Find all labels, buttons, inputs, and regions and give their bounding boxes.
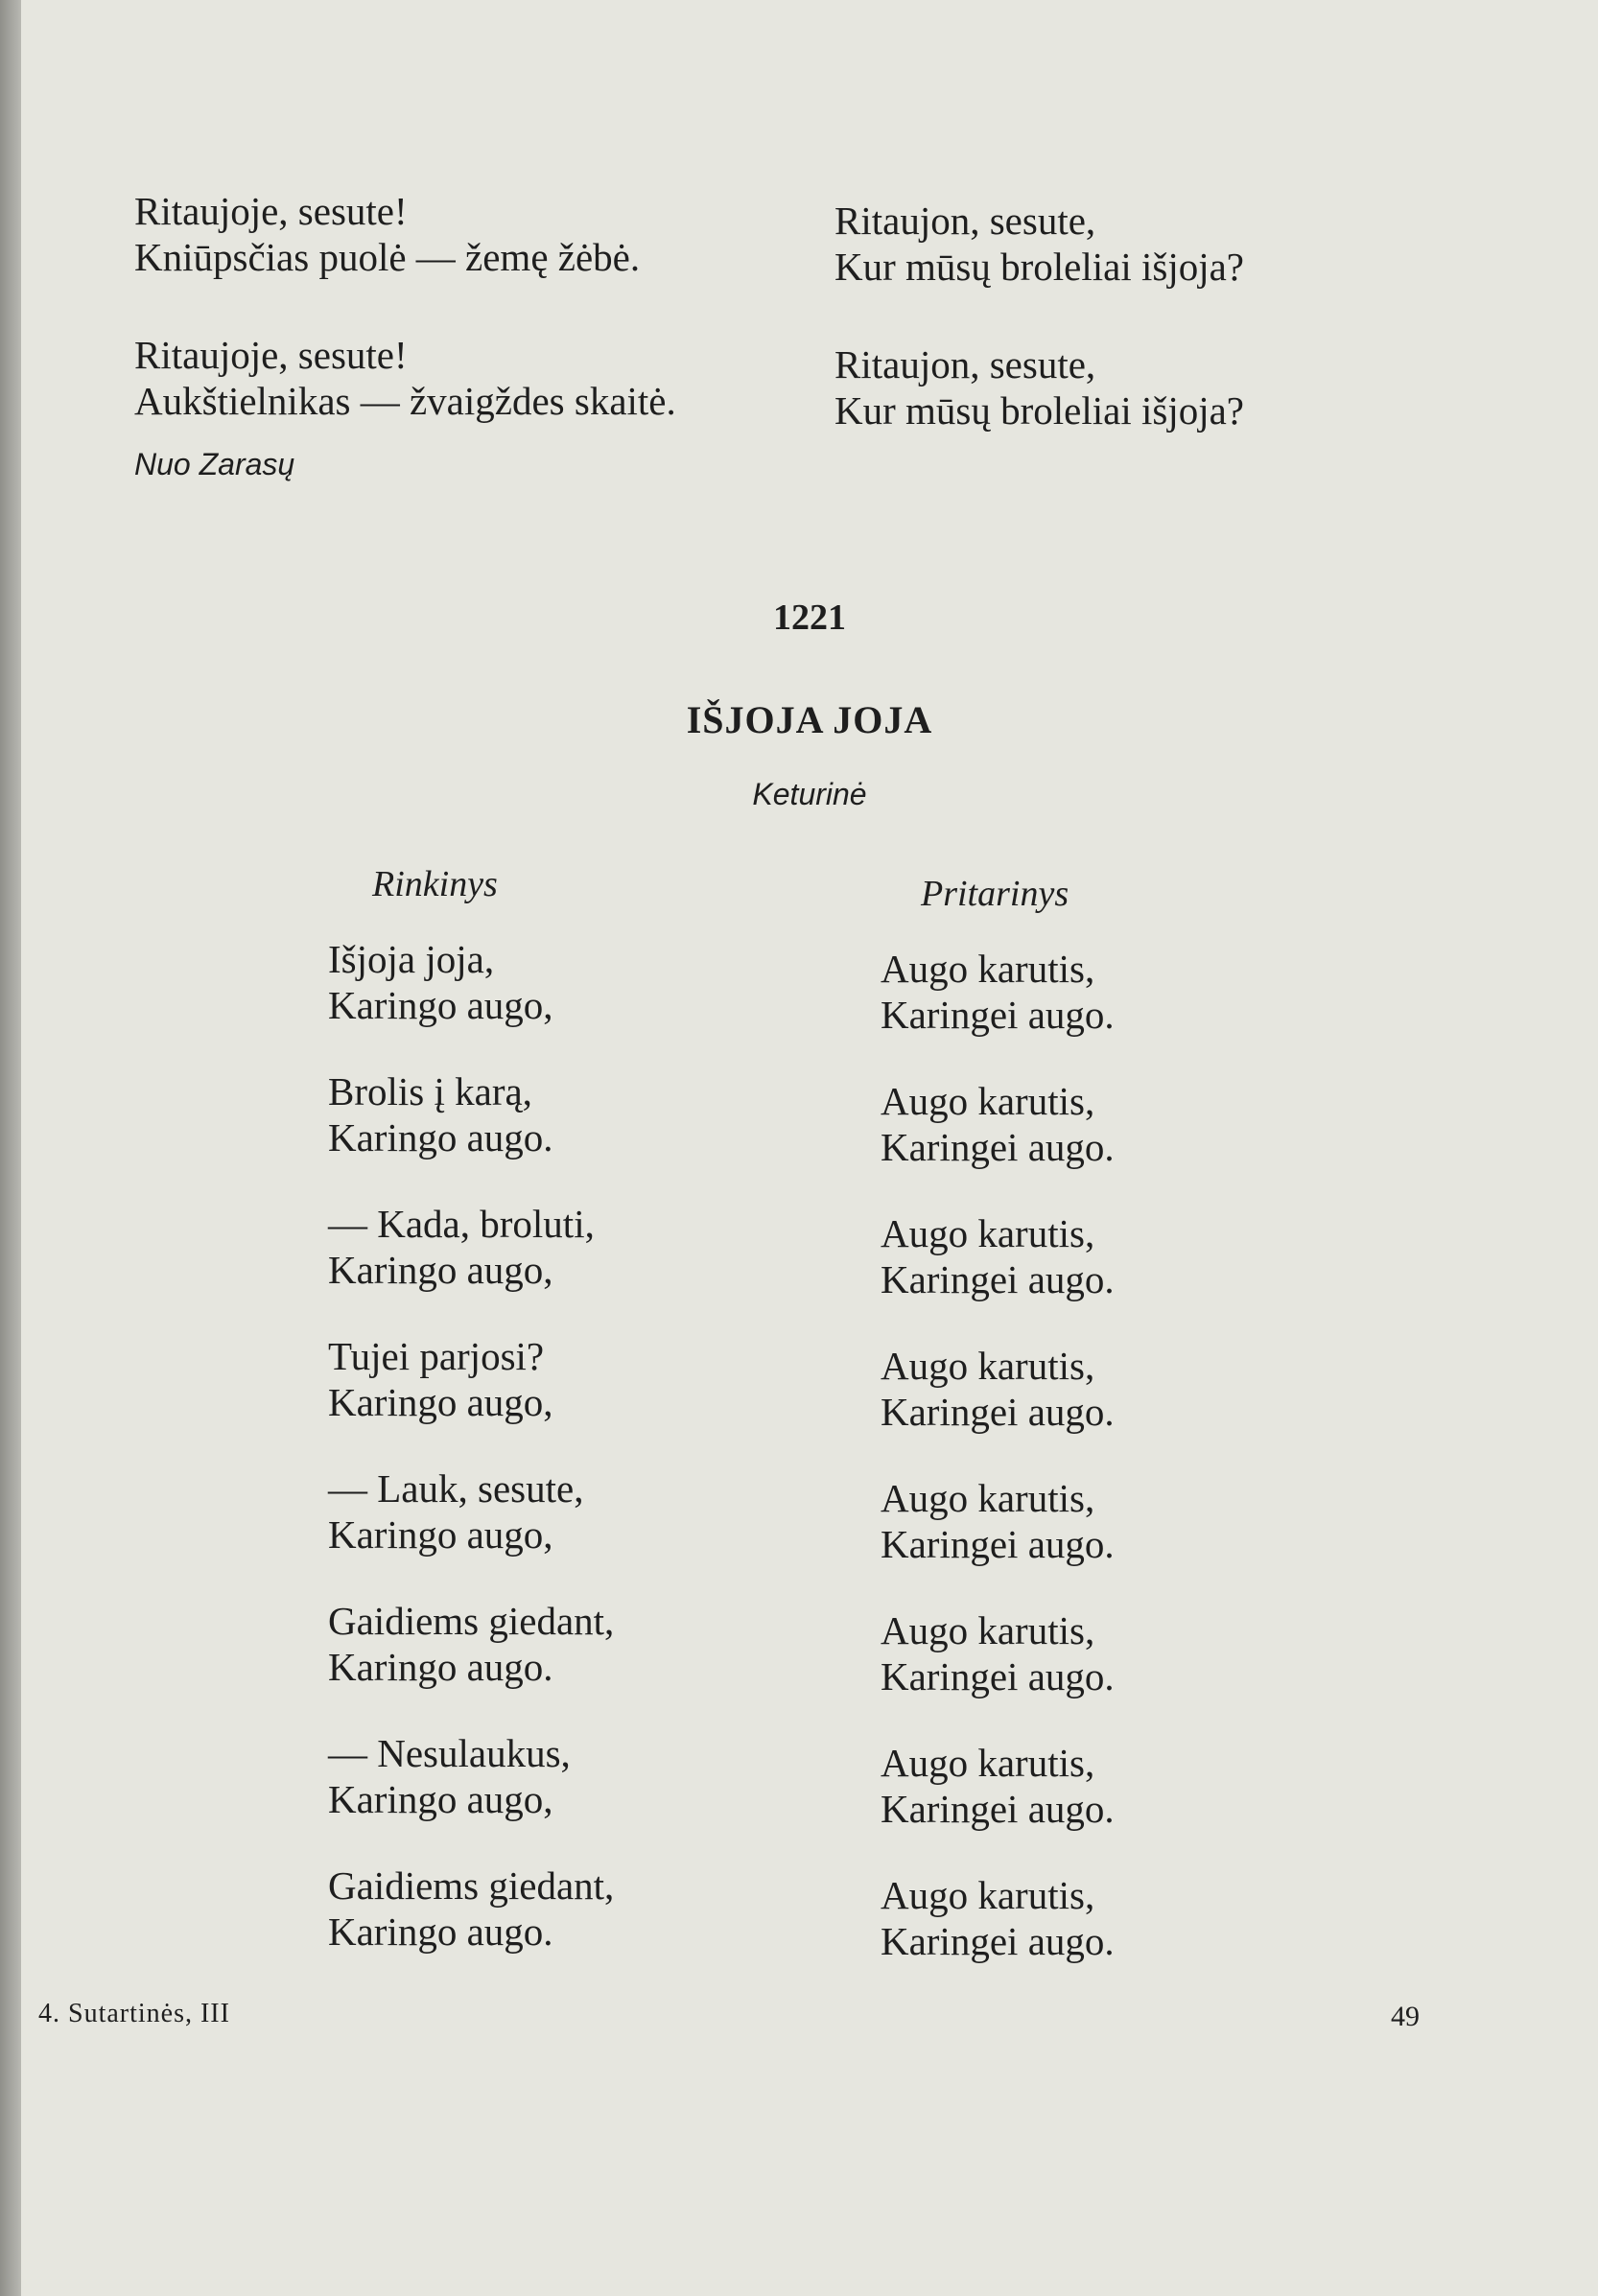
right-column-stanza — [881, 1607, 1115, 1699]
right-column-stanza — [881, 1343, 1115, 1435]
right-column-stanza — [881, 1078, 1115, 1170]
verse-line: Ritaujon, sesute, — [834, 342, 1096, 387]
verse-line: Kur mūsų broleliai išjoja? — [834, 388, 1244, 433]
verse-line: Karingo augo, — [328, 1512, 553, 1557]
verse-line: Karingei augo. — [881, 1787, 1115, 1831]
left-column-stanza — [328, 1863, 614, 1955]
book-gutter — [0, 0, 21, 2296]
verse-line: Karingei augo. — [881, 1257, 1115, 1301]
verse-line: Gaidiems giedant, — [328, 1599, 615, 1643]
verse-line: Aukštielnikas — žvaigždes skaitė. — [134, 379, 676, 423]
verse-line: Augo karutis, — [881, 1608, 1095, 1652]
verse-line: Kniūpsčias puolė — žemę žėbė. — [134, 235, 641, 279]
right-column-heading: Pritarinys — [921, 874, 1069, 914]
verse-line: Augo karutis, — [881, 1211, 1095, 1255]
verse-line: Augo karutis, — [881, 1079, 1095, 1123]
left-column-stanza — [328, 1598, 614, 1690]
verse-line: Karingo augo. — [328, 1645, 553, 1689]
top-left-stanza-2 — [134, 332, 676, 424]
verse-line: Karingei augo. — [881, 1125, 1115, 1169]
verse-line: Karingo augo, — [328, 983, 553, 1027]
song-subtitle: Keturinė — [752, 777, 867, 811]
verse-line: Augo karutis, — [881, 1476, 1095, 1520]
left-column-stanza — [328, 1730, 571, 1822]
verse-line: Karingei augo. — [881, 1390, 1115, 1434]
left-column-stanza — [328, 1333, 553, 1425]
left-column-heading: Rinkinys — [372, 864, 498, 904]
verse-line: Augo karutis, — [881, 1741, 1095, 1785]
verse-line: Karingei augo. — [881, 993, 1115, 1037]
verse-line: Karingo augo. — [328, 1115, 553, 1160]
verse-line: Karingei augo. — [881, 1919, 1115, 1963]
verse-line: Karingo augo, — [328, 1380, 553, 1424]
verse-line: — Kada, broluti, — [328, 1202, 595, 1246]
verse-line: Ritaujon, sesute, — [834, 199, 1096, 243]
left-column-stanza — [328, 1201, 595, 1293]
top-right-stanza-2 — [834, 341, 1244, 433]
right-column-stanza — [881, 1210, 1115, 1302]
verse-line: Augo karutis, — [881, 1873, 1095, 1917]
song-title: IŠJOJA JOJA — [686, 698, 933, 741]
verse-line: Karingo augo, — [328, 1777, 553, 1821]
verse-line: Augo karutis, — [881, 947, 1095, 991]
verse-line: Augo karutis, — [881, 1344, 1095, 1388]
verse-line: Tujei parjosi? — [328, 1334, 545, 1378]
verse-line: — Nesulaukus, — [328, 1731, 571, 1775]
page-number: 49 — [1391, 2001, 1420, 2032]
footer-book-reference: 4. Sutartinės, III — [38, 1999, 230, 2028]
song-origin: Nuo Zarasų — [134, 447, 295, 481]
left-column-stanza — [328, 936, 553, 1028]
verse-line: Karingo augo, — [328, 1248, 553, 1292]
left-column-stanza — [328, 1465, 583, 1558]
right-column-stanza — [881, 1740, 1115, 1832]
left-column-stanza — [328, 1068, 553, 1160]
right-column-stanza — [881, 1872, 1115, 1964]
verse-line: Išjoja joja, — [328, 937, 495, 981]
verse-line: Karingo augo. — [328, 1909, 553, 1954]
book-page — [21, 0, 1598, 2296]
verse-line: Ritaujoje, sesute! — [134, 333, 408, 377]
verse-line: — Lauk, sesute, — [328, 1466, 584, 1511]
right-column-stanza — [881, 1475, 1115, 1567]
verse-line: Ritaujoje, sesute! — [134, 189, 408, 233]
verse-line: Karingei augo. — [881, 1522, 1115, 1566]
right-column-stanza — [881, 946, 1115, 1038]
top-right-stanza-1 — [834, 198, 1244, 290]
song-number: 1221 — [773, 597, 846, 638]
verse-line: Brolis į karą, — [328, 1069, 532, 1113]
verse-line: Gaidiems giedant, — [328, 1863, 615, 1908]
verse-line: Kur mūsų broleliai išjoja? — [834, 245, 1244, 289]
verse-line: Karingei augo. — [881, 1654, 1115, 1699]
top-left-stanza-1 — [134, 188, 640, 280]
